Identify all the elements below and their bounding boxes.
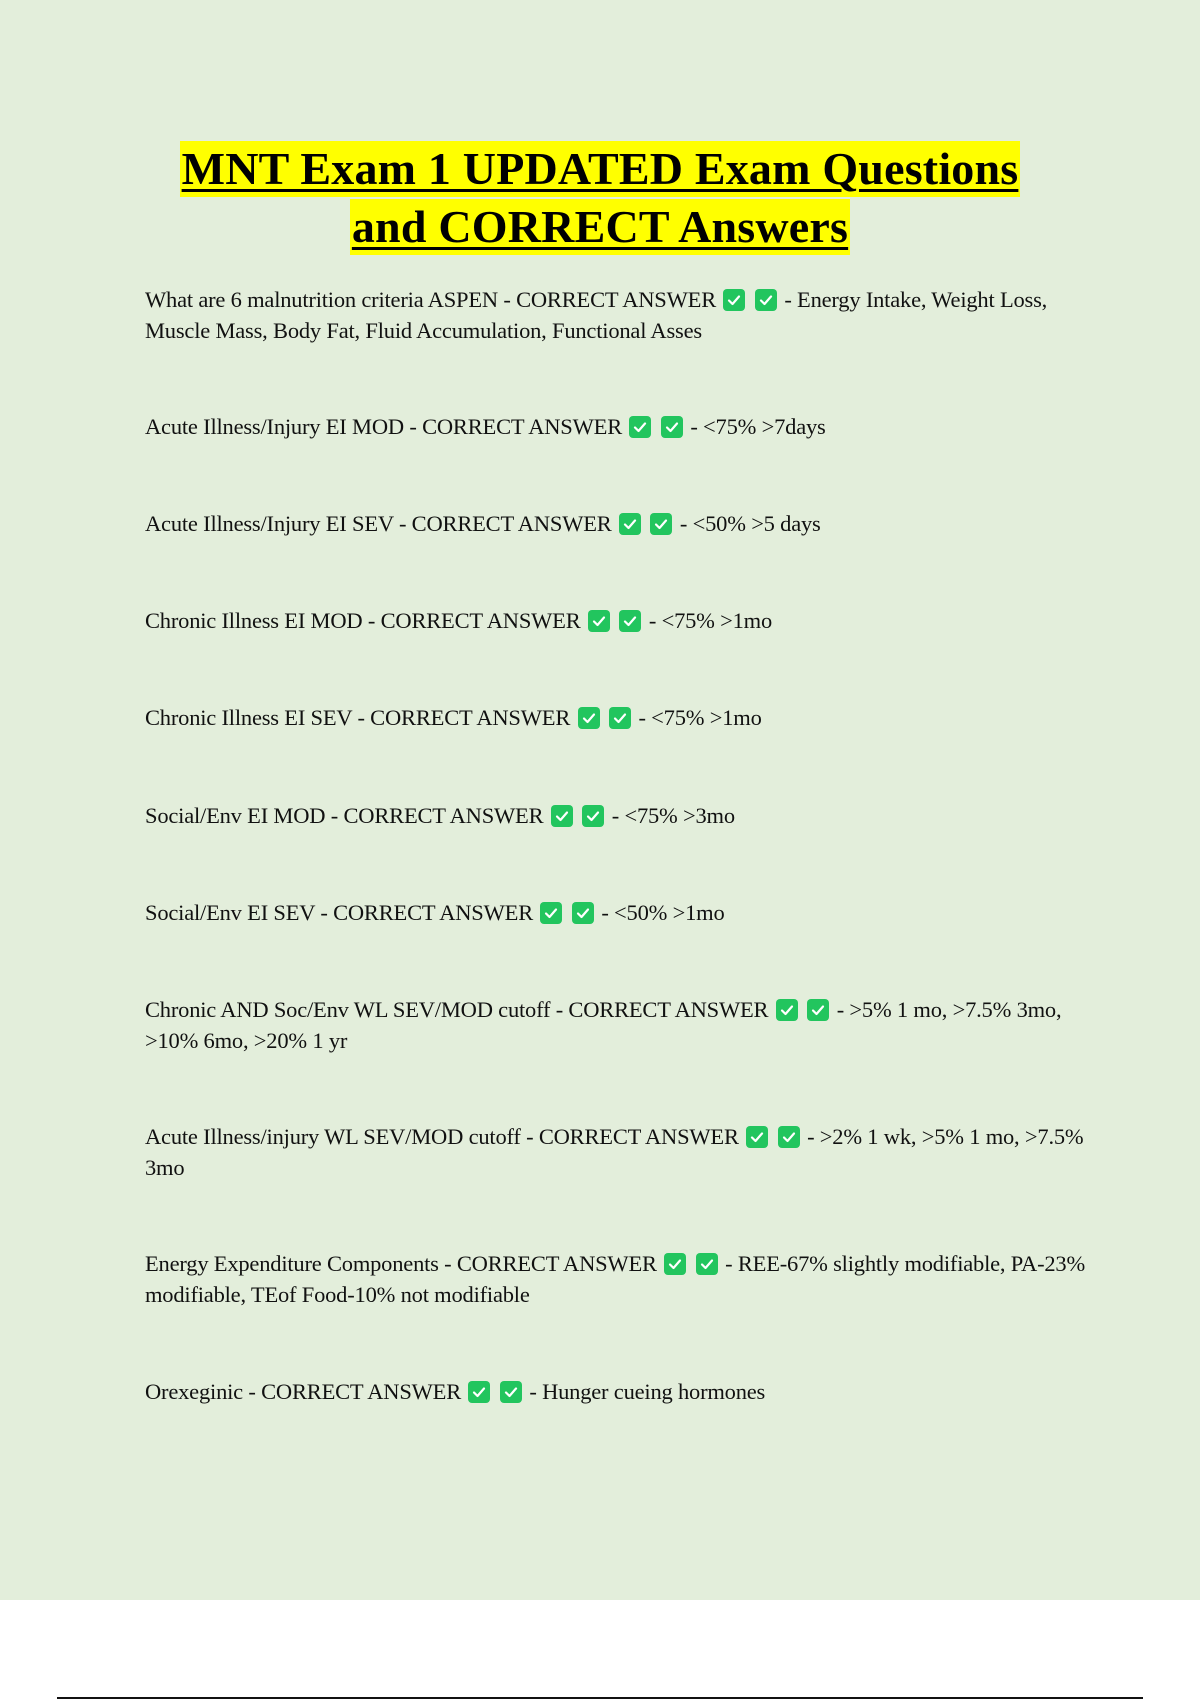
check-mark-icon: [619, 610, 641, 632]
qa-item-5: [145, 702, 1090, 733]
qa-item-10: [145, 1248, 1090, 1310]
check-mark-icon: [609, 707, 631, 729]
check-mark-icon: [650, 513, 672, 535]
check-mark-icon: [778, 1126, 800, 1148]
answer-text: - REE-67% slightly modifiable, PA-23% modifiable, TEof Food-10% not modifiable: [145, 1251, 1086, 1307]
qa-item-11: [145, 1376, 1090, 1407]
check-mark-icon: [696, 1253, 718, 1275]
question-text: Energy Expenditure Components - CORRECT ANSWER: [145, 1251, 657, 1276]
qa-item-3: [145, 508, 1090, 539]
question-text: Chronic Illness EI MOD - CORRECT ANSWER: [145, 608, 581, 633]
document-title: [0, 140, 1200, 256]
check-mark-icon: [746, 1126, 768, 1148]
title-line-1: MNT Exam 1 UPDATED Exam Questions: [180, 141, 1021, 197]
check-mark-icon: [629, 416, 651, 438]
question-text: Social/Env EI SEV - CORRECT ANSWER: [145, 900, 534, 925]
answer-text: - <50% >1mo: [601, 900, 725, 925]
answer-text: - >2% 1 wk, >5% 1 mo, >7.5% 3mo: [145, 1124, 1084, 1180]
check-mark-icon: [661, 416, 683, 438]
answer-text: - <75% >3mo: [611, 803, 735, 828]
footer-divider: [57, 1697, 1143, 1699]
answer-text: - <75% >1mo: [648, 608, 773, 633]
check-mark-icon: [540, 902, 562, 924]
check-mark-icon: [578, 707, 600, 729]
question-text: Acute Illness/Injury EI SEV - CORRECT ANSWER: [145, 511, 612, 536]
check-mark-icon: [807, 999, 829, 1021]
answer-text: - <75% >1mo: [638, 705, 762, 730]
check-mark-icon: [776, 999, 798, 1021]
check-mark-icon: [619, 513, 641, 535]
check-mark-icon: [572, 902, 594, 924]
check-mark-icon: [664, 1253, 686, 1275]
qa-item-9: [145, 1121, 1090, 1183]
qa-item-2: [145, 411, 1090, 442]
check-mark-icon: [551, 805, 573, 827]
check-mark-icon: [468, 1381, 490, 1403]
answer-text: - >5% 1 mo, >7.5% 3mo, >10% 6mo, >20% 1 yr: [145, 997, 1062, 1053]
question-text: Chronic Illness EI SEV - CORRECT ANSWER: [145, 705, 571, 730]
answer-text: - <75% >7days: [690, 414, 826, 439]
answer-text: - Energy Intake, Weight Loss, Muscle Mass, Body Fat, Fluid Accumulation, Functional Asses: [145, 287, 1048, 343]
answer-text: - Hunger cueing hormones: [529, 1379, 766, 1404]
question-text: Acute Illness/injury WL SEV/MOD cutoff - CORRECT ANSWER: [145, 1124, 739, 1149]
qa-item-4: [145, 605, 1090, 636]
question-text: Chronic AND Soc/Env WL SEV/MOD cutoff - CORRECT ANSWER: [145, 997, 769, 1022]
check-mark-icon: [723, 289, 745, 311]
check-mark-icon: [755, 289, 777, 311]
qa-item-1: [145, 284, 1090, 346]
question-text: Orexeginic - CORRECT ANSWER: [145, 1379, 462, 1404]
question-text: Acute Illness/Injury EI MOD - CORRECT ANSWER: [145, 414, 623, 439]
answer-text: - <50% >5 days: [679, 511, 821, 536]
question-text: What are 6 malnutrition criteria ASPEN - CORRECT ANSWER: [145, 287, 717, 312]
title-line-2: and CORRECT Answers: [350, 199, 850, 255]
qa-item-6: [145, 800, 1090, 831]
question-text: Social/Env EI MOD - CORRECT ANSWER: [145, 803, 544, 828]
check-mark-icon: [500, 1381, 522, 1403]
check-mark-icon: [582, 805, 604, 827]
check-mark-icon: [588, 610, 610, 632]
qa-item-7: [145, 897, 1090, 928]
qa-item-8: [145, 994, 1090, 1056]
